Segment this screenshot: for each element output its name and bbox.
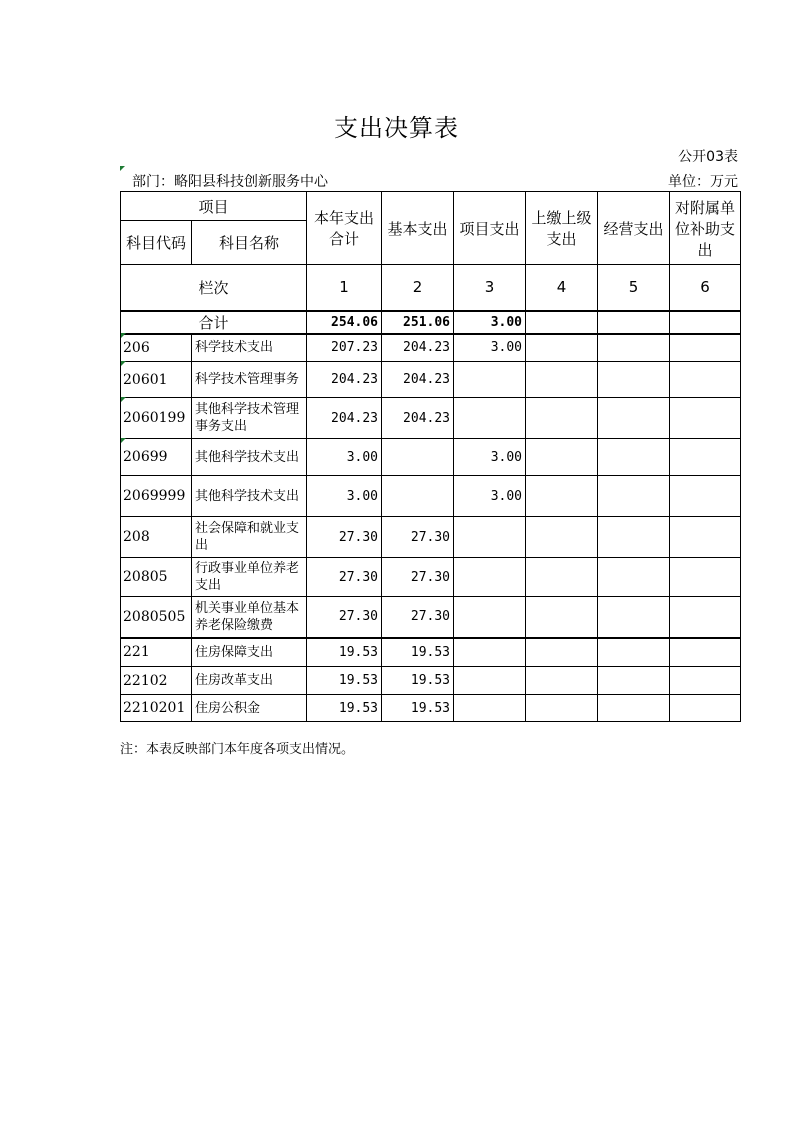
row-value bbox=[598, 695, 670, 722]
table-row bbox=[121, 667, 741, 695]
total-value bbox=[598, 311, 670, 334]
subject-code: 2080505 bbox=[121, 597, 192, 638]
row-value bbox=[598, 439, 670, 476]
row-value: 3.00 bbox=[307, 439, 382, 476]
row-value bbox=[670, 398, 741, 439]
row-value: 204.23 bbox=[307, 362, 382, 398]
subject-code: 22102 bbox=[121, 667, 192, 695]
row-value bbox=[454, 517, 526, 558]
row-value bbox=[526, 695, 598, 722]
row-value bbox=[526, 517, 598, 558]
total-value: 251.06 bbox=[382, 311, 454, 334]
footnote: 注：本表反映部门本年度各项支出情况。 bbox=[120, 742, 355, 757]
row-value: 3.00 bbox=[454, 439, 526, 476]
page-title: 支出决算表 bbox=[334, 114, 459, 142]
row-value bbox=[454, 695, 526, 722]
row-value: 27.30 bbox=[382, 597, 454, 638]
row-value: 204.23 bbox=[382, 334, 454, 362]
total-value: 3.00 bbox=[454, 311, 526, 334]
header-upper: 上缴上级支出 bbox=[526, 192, 598, 265]
header-basic: 基本支出 bbox=[382, 192, 454, 265]
row-value: 3.00 bbox=[454, 476, 526, 517]
row-value bbox=[670, 638, 741, 667]
subject-code: 206 bbox=[121, 334, 192, 362]
table-row bbox=[121, 439, 741, 476]
row-value bbox=[670, 517, 741, 558]
table-row bbox=[121, 476, 741, 517]
subject-name: 住房保障支出 bbox=[192, 638, 307, 667]
subject-code: 20699 bbox=[121, 439, 192, 476]
row-value bbox=[526, 439, 598, 476]
row-value: 204.23 bbox=[382, 398, 454, 439]
subject-name: 社会保障和就业支出 bbox=[192, 517, 307, 558]
table-row bbox=[121, 334, 741, 362]
row-value: 27.30 bbox=[382, 558, 454, 597]
subject-name: 科学技术支出 bbox=[192, 334, 307, 362]
row-value bbox=[454, 597, 526, 638]
row-value bbox=[454, 362, 526, 398]
table-row bbox=[121, 398, 741, 439]
row-value bbox=[670, 558, 741, 597]
subject-code: 2060199 bbox=[121, 398, 192, 439]
column-index: 6 bbox=[670, 265, 741, 311]
row-value bbox=[670, 362, 741, 398]
cell-marker bbox=[121, 333, 126, 338]
column-index: 4 bbox=[526, 265, 598, 311]
header-name: 科目名称 bbox=[192, 221, 307, 265]
row-value bbox=[526, 638, 598, 667]
row-value bbox=[598, 476, 670, 517]
total-value: 254.06 bbox=[307, 311, 382, 334]
column-index: 2 bbox=[382, 265, 454, 311]
column-index: 1 bbox=[307, 265, 382, 311]
subject-name: 行政事业单位养老支出 bbox=[192, 558, 307, 597]
row-value: 19.53 bbox=[382, 638, 454, 667]
row-value bbox=[454, 638, 526, 667]
row-value bbox=[454, 558, 526, 597]
row-value bbox=[526, 476, 598, 517]
table-row bbox=[121, 362, 741, 398]
row-value: 207.23 bbox=[307, 334, 382, 362]
row-value bbox=[670, 695, 741, 722]
subject-code: 2069999 bbox=[121, 476, 192, 517]
cell-marker bbox=[121, 397, 126, 402]
row-value bbox=[598, 667, 670, 695]
table-row bbox=[121, 597, 741, 638]
row-value bbox=[382, 476, 454, 517]
subject-name: 其他科学技术管理事务支出 bbox=[192, 398, 307, 439]
row-value bbox=[670, 476, 741, 517]
row-value bbox=[598, 362, 670, 398]
subject-code: 208 bbox=[121, 517, 192, 558]
subject-name: 住房公积金 bbox=[192, 695, 307, 722]
row-value bbox=[670, 667, 741, 695]
table-row bbox=[121, 558, 741, 597]
subject-name: 其他科学技术支出 bbox=[192, 476, 307, 517]
subject-code: 2210201 bbox=[121, 695, 192, 722]
row-value bbox=[598, 638, 670, 667]
subject-name: 其他科学技术支出 bbox=[192, 439, 307, 476]
department-label: 部门：略阳县科技创新服务中心 bbox=[132, 174, 328, 190]
row-value bbox=[526, 597, 598, 638]
row-value bbox=[670, 439, 741, 476]
row-value bbox=[598, 334, 670, 362]
row-value: 19.53 bbox=[307, 638, 382, 667]
total-value bbox=[670, 311, 741, 334]
row-value bbox=[526, 362, 598, 398]
row-value bbox=[598, 597, 670, 638]
row-value: 27.30 bbox=[307, 558, 382, 597]
row-value: 204.23 bbox=[307, 398, 382, 439]
row-value bbox=[598, 517, 670, 558]
row-value bbox=[526, 667, 598, 695]
header-project-spend: 项目支出 bbox=[454, 192, 526, 265]
row-value bbox=[598, 558, 670, 597]
unit-label: 单位：万元 bbox=[668, 174, 738, 190]
total-label: 合计 bbox=[121, 311, 307, 334]
cell-marker bbox=[121, 361, 126, 366]
header-subsidy: 对附属单位补助支出 bbox=[670, 192, 741, 265]
subject-name: 住房改革支出 bbox=[192, 667, 307, 695]
row-value: 27.30 bbox=[307, 517, 382, 558]
expenditure-table bbox=[120, 191, 741, 722]
header-business: 经营支出 bbox=[598, 192, 670, 265]
subject-name: 科学技术管理事务 bbox=[192, 362, 307, 398]
header-project: 项目 bbox=[121, 192, 307, 221]
row-value: 19.53 bbox=[307, 695, 382, 722]
column-index: 3 bbox=[454, 265, 526, 311]
subject-code: 20601 bbox=[121, 362, 192, 398]
row-value bbox=[382, 439, 454, 476]
column-index: 5 bbox=[598, 265, 670, 311]
form-id: 公开03表 bbox=[678, 149, 738, 165]
column-index-label: 栏次 bbox=[121, 265, 307, 311]
row-value bbox=[526, 334, 598, 362]
row-value: 3.00 bbox=[307, 476, 382, 517]
header-total: 本年支出合计 bbox=[307, 192, 382, 265]
header-code: 科目代码 bbox=[121, 221, 192, 265]
row-value bbox=[454, 398, 526, 439]
subject-name: 机关事业单位基本养老保险缴费 bbox=[192, 597, 307, 638]
row-value bbox=[598, 398, 670, 439]
total-value bbox=[526, 311, 598, 334]
total-row bbox=[121, 311, 741, 334]
row-value: 3.00 bbox=[454, 334, 526, 362]
row-value bbox=[670, 334, 741, 362]
subject-code: 20805 bbox=[121, 558, 192, 597]
row-value: 19.53 bbox=[382, 695, 454, 722]
row-value bbox=[526, 558, 598, 597]
table-row bbox=[121, 695, 741, 722]
row-value bbox=[526, 398, 598, 439]
row-value bbox=[670, 597, 741, 638]
table-row bbox=[121, 638, 741, 667]
table-row bbox=[121, 517, 741, 558]
row-value: 27.30 bbox=[382, 517, 454, 558]
cell-marker bbox=[121, 438, 126, 443]
subject-code: 221 bbox=[121, 638, 192, 667]
row-value bbox=[454, 667, 526, 695]
row-value: 204.23 bbox=[382, 362, 454, 398]
row-value: 19.53 bbox=[307, 667, 382, 695]
row-value: 27.30 bbox=[307, 597, 382, 638]
row-value: 19.53 bbox=[382, 667, 454, 695]
cell-marker bbox=[120, 166, 125, 171]
